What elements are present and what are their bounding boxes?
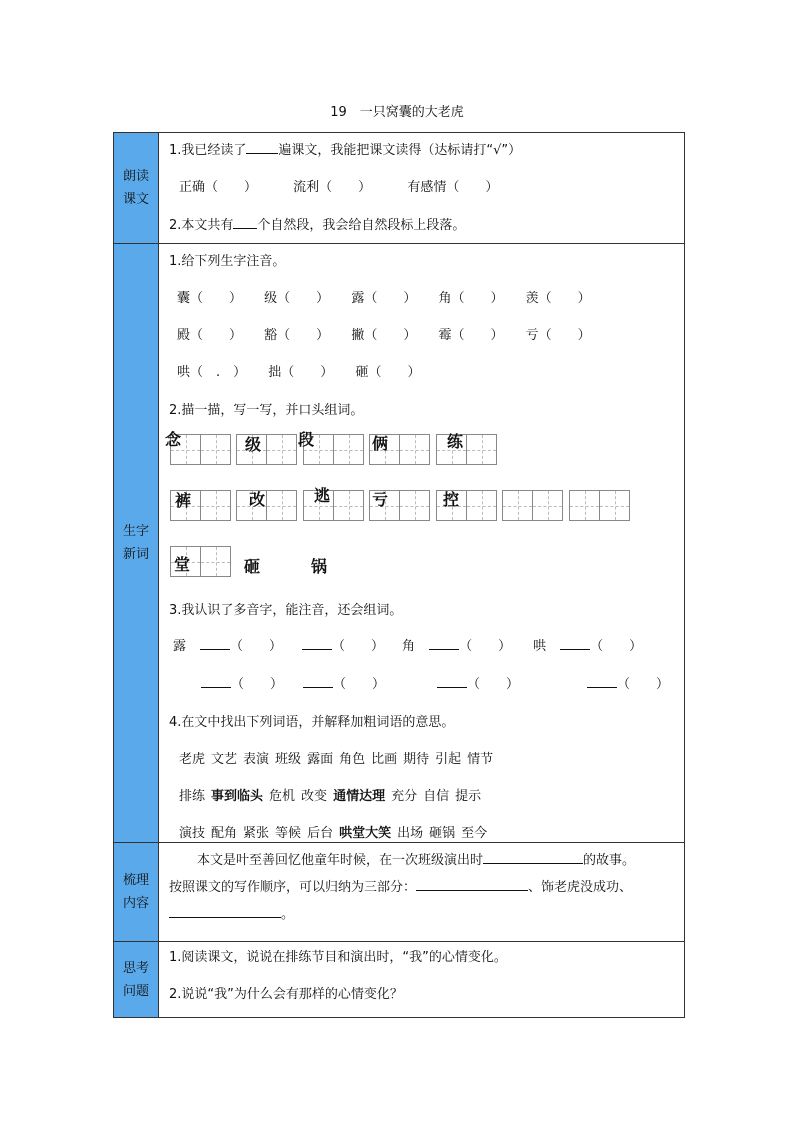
- writing-cell[interactable]: [569, 490, 600, 521]
- trace-cell[interactable]: 级: [236, 434, 267, 465]
- section-label-read: 朗读 课文: [114, 133, 159, 244]
- worksheet-table: [113, 132, 685, 1018]
- read-question-1: 1.我已经读了 遍课文，我能把课文读得（达标请打“√”）: [169, 143, 522, 158]
- chars-question-4: 4.在文中找出下列词语，并解释加粗词语的意思。: [169, 715, 455, 730]
- writing-cell[interactable]: [333, 434, 364, 465]
- read-options: 正确（ ） 流利（ ） 有感情（ ）: [179, 180, 499, 195]
- writing-cell[interactable]: [399, 490, 430, 521]
- trace-grid-row-1: [298, 430, 364, 465]
- writing-cell[interactable]: [266, 490, 297, 521]
- writing-grid-extra: [569, 490, 630, 521]
- trace-cell[interactable]: 逃: [303, 490, 334, 521]
- words-row-1: 老虎 文艺 表演 班级 露面 角色 比画 期待 引起 情节: [179, 752, 494, 767]
- trace-grid-row-1: [436, 434, 497, 465]
- polyphone-row-2: （ ） （ ） （ ） （ ）: [201, 673, 669, 692]
- section-read: [114, 133, 685, 244]
- section-label-sort: 梳理 内容: [114, 843, 159, 942]
- trace-cell[interactable]: 念: [170, 434, 201, 465]
- trace-grid-row-2: [236, 490, 297, 521]
- think-question-1: 1.阅读课文，说说在排练节目和演出时，“我”的心情变化。: [169, 950, 507, 965]
- writing-cell[interactable]: [466, 434, 497, 465]
- trace-cell[interactable]: 练: [436, 434, 467, 465]
- trace-cell[interactable]: 改: [236, 490, 267, 521]
- writing-grid-extra: [502, 490, 563, 521]
- trace-char: 砸: [244, 557, 261, 576]
- trace-grid-row-2: [170, 490, 231, 521]
- trace-cell[interactable]: 俩: [369, 434, 400, 465]
- pinyin-row-3: 哄（ . ） 拙（ ） 砸（ ）: [177, 365, 421, 380]
- trace-grid-row-3: [170, 546, 231, 577]
- pinyin-row-1: 囊（ ） 级（ ） 露（ ） 角（ ） 羡（ ）: [177, 291, 591, 306]
- trace-grid-row-2: [369, 490, 430, 521]
- think-question-2: 2.说说“我”为什么会有那样的心情变化？: [169, 987, 403, 1002]
- words-row-3: 演技 配角 紧张 等候 后台 哄堂大笑 出场 砸锅 至今: [179, 826, 488, 841]
- writing-cell[interactable]: [532, 490, 563, 521]
- writing-cell[interactable]: [399, 434, 430, 465]
- trace-grid-row-2: [303, 486, 364, 521]
- chars-question-3: 3.我认识了多音字，能注音，还会组词。: [169, 603, 403, 618]
- read-question-2: 2.本文共有 个自然段，我会给自然段标上段落。: [169, 218, 466, 233]
- trace-grid-row-1: [369, 434, 430, 465]
- answer-blank[interactable]: [246, 141, 278, 154]
- section-label-chars: 生字 新词: [114, 244, 159, 843]
- trace-cell[interactable]: 段: [303, 434, 334, 465]
- writing-cell[interactable]: [200, 434, 231, 465]
- trace-cell[interactable]: 裤: [170, 490, 201, 521]
- chars-question-1: 1.给下列生字注音。: [169, 254, 286, 269]
- trace-cell[interactable]: 堂: [170, 546, 201, 577]
- answer-blank[interactable]: [233, 216, 257, 229]
- worksheet-title: 19 一只窝囊的大老虎: [330, 105, 464, 120]
- writing-cell[interactable]: [200, 546, 231, 577]
- section-chars: [114, 244, 685, 843]
- writing-cell[interactable]: [266, 434, 297, 465]
- section-label-think: 思考 问题: [114, 942, 159, 1018]
- writing-cell[interactable]: [599, 490, 630, 521]
- trace-char: 锅: [311, 557, 328, 576]
- trace-grid-row-1: [165, 430, 231, 465]
- trace-cell[interactable]: 控: [436, 490, 467, 521]
- chars-question-2: 2.描一描，写一写，并口头组词。: [169, 403, 364, 418]
- writing-cell[interactable]: [200, 490, 231, 521]
- sort-paragraph-1: 本文是叶至善回忆他童年时候，在一次班级演出时 的故事。: [197, 853, 636, 868]
- trace-grid-row-2: [436, 490, 497, 521]
- trace-cell[interactable]: 亏: [369, 490, 400, 521]
- section-think: [114, 942, 685, 1018]
- sort-paragraph-2: 按照课文的写作顺序，可以归纳为三部分： 、饰老虎没成功、: [169, 880, 633, 895]
- sort-paragraph-3: 。: [169, 903, 294, 922]
- writing-cell[interactable]: [502, 490, 533, 521]
- trace-grid-row-1: [236, 434, 297, 465]
- pinyin-row-2: 殿（ ） 豁（ ） 撇（ ） 霉（ ） 亏（ ）: [177, 328, 591, 343]
- writing-cell[interactable]: [333, 490, 364, 521]
- section-sort: [114, 843, 685, 942]
- words-row-2: 排练 事到临头 危机 改变 通情达理 充分 自信 提示: [179, 789, 482, 804]
- polyphone-row-1: 露 （ ） （ ） 角 （ ） 哄 （ ）: [173, 639, 643, 654]
- writing-cell[interactable]: [466, 490, 497, 521]
